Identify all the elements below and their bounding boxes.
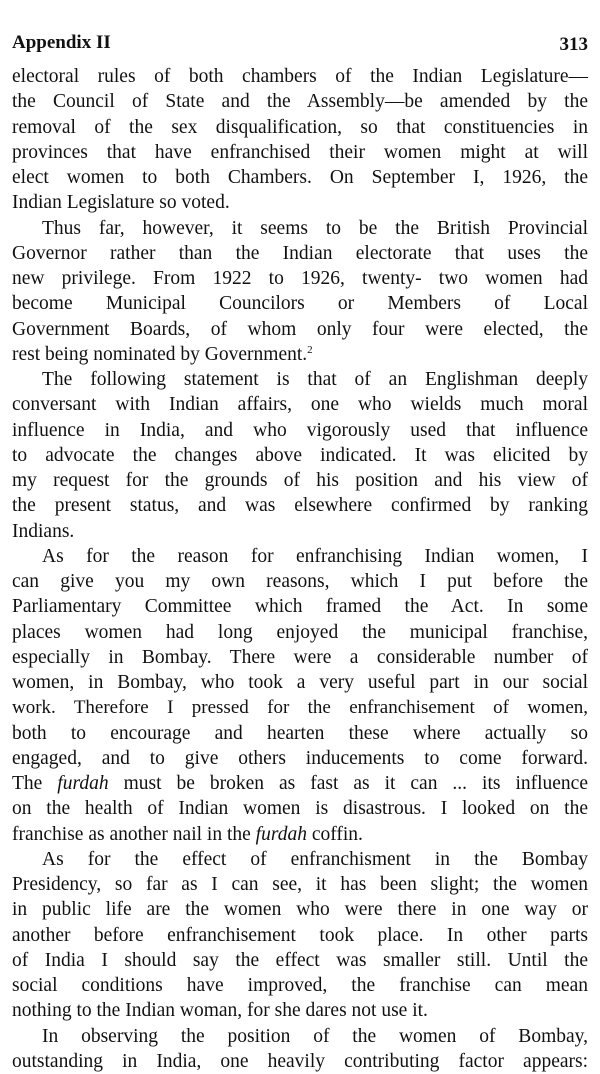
italic-term: furdah [255,823,307,845]
text-line: on the health of Indian women is disastrous. I looked on the [12,798,588,820]
text-line-segment: The [12,773,58,794]
text-line: The following statement is that of an Englishman deeply [42,369,588,390]
text-line: engaged, and to give others inducements to come forward. [12,747,588,769]
text-line [12,342,588,367]
text-line: women, in Bombay, who took a very useful part in our social [12,672,588,693]
text-line: influence in India, and who vigorously used that influence [12,419,588,441]
italic-term: furdah [57,773,109,794]
text-line: the Council of State and the Assembly—be amended by the [12,91,588,113]
text-line-segment: rest being nominated by Government. [12,343,308,365]
text-line: can give you my own reasons, which I put before the [12,571,588,592]
text-line: places women had long enjoyed the municipal franchise, [12,621,588,643]
text-line: especially in Bombay. There were a considerable number of [12,646,588,668]
text-line: of India I should say the effect was smaller still. Until the [12,949,588,971]
footnote-marker: 2 [307,343,313,356]
text-line: another before enfranchisement took place. In other parts [12,924,588,946]
page-number: 313 [559,34,588,55]
running-title: Appendix II [12,32,111,53]
text-line: Governor rather than the Indian electorate that uses the [12,242,588,264]
text-line: nothing to the Indian woman, for she dares not use it. [12,1000,428,1022]
text-line: both to encourage and hearten these where actually so [12,722,588,744]
text-line: Indian Legislature so voted. [12,192,230,214]
running-head [12,24,588,64]
body-text [12,64,588,1074]
text-line: work. Therefore I pressed for the enfranchisement of women, [12,697,588,719]
text-line: my request for the grounds of his position and his view of [12,470,588,491]
text-line: Presidency, so far as I can see, it has been slight; the women [12,874,588,895]
text-line: Thus far, however, it seems to be the British Provincial [42,217,588,239]
text-line-segment: coffin. [306,823,363,845]
text-line: As for the reason for enfranchising Indian women, I [42,545,588,567]
text-line: Indians. [12,520,75,542]
text-line-segment: franchise as another nail in the [12,823,256,845]
text-line [12,771,588,796]
text-line: provinces that have enfranchised their women might at will [12,141,588,163]
text-line: in public life are the women who were there in one way or [12,899,588,921]
text-line: become Municipal Councilors or Members of Local [12,293,588,315]
text-line: In observing the position of the women of Bombay, [42,1025,588,1047]
text-line: elect women to both Chambers. On September I, 1926, the [12,167,588,188]
text-line: outstanding in India, one heavily contributing factor appears: [12,1050,588,1072]
text-line: electoral rules of both chambers of the Indian Legislature— [12,66,588,87]
text-line: removal of the sex disqualification, so that constituencies in [12,116,588,138]
text-line [12,822,588,847]
text-line: new privilege. From 1922 to 1926, twenty- two women had [12,268,588,289]
text-line-segment: must be broken as fast as it can ... its influence [108,773,588,794]
text-line: Parliamentary Committee which framed the Act. In some [12,596,588,618]
text-line: social conditions have improved, the franchise can mean [12,975,588,996]
text-line: Government Boards, of whom only four were elected, the [12,318,588,340]
text-line: to advocate the changes above indicated. It was elicited by [12,444,588,466]
text-line: the present status, and was elsewhere confirmed by ranking [12,495,588,517]
text-line: conversant with Indian affairs, one who wields much moral [12,394,588,416]
text-line: As for the effect of enfranchisment in the Bombay [42,848,588,870]
